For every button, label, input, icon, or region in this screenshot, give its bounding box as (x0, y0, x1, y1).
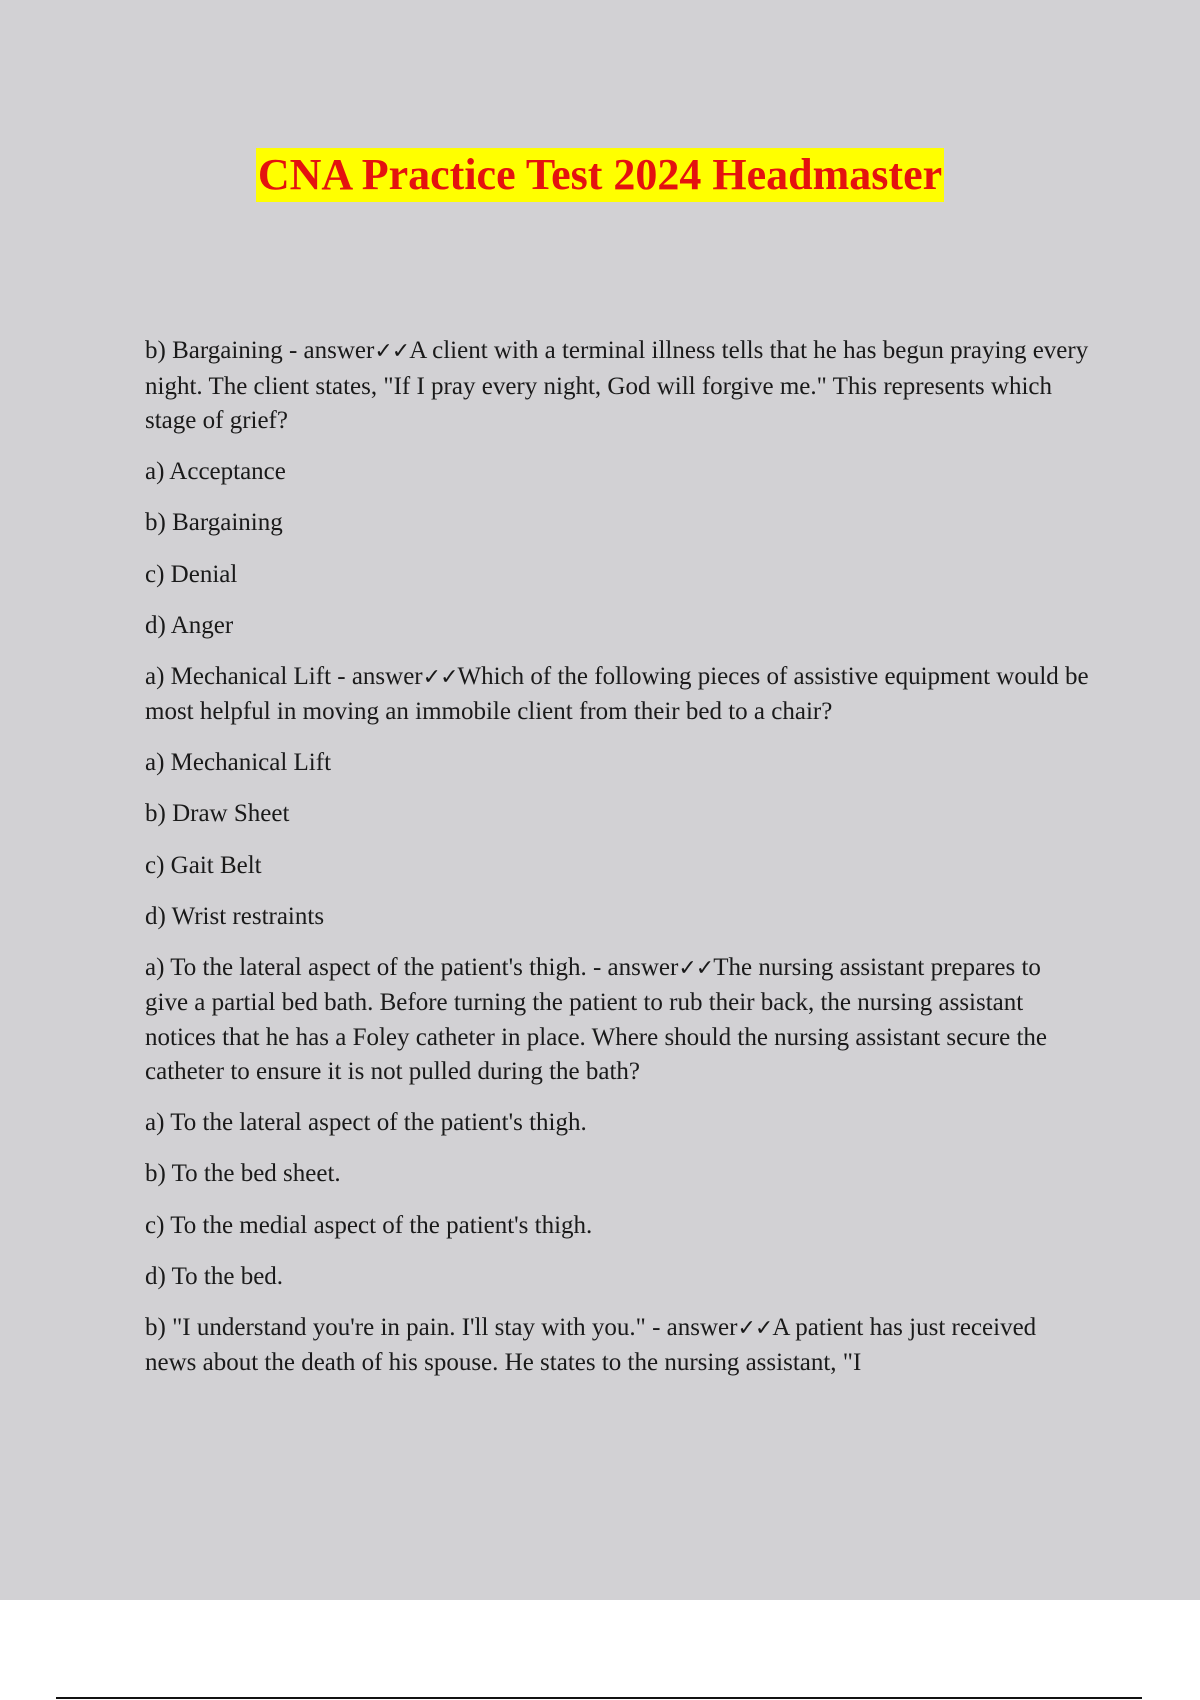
check-mark-icon: ✓✓ (422, 664, 458, 690)
answer-option: d) Anger (145, 612, 234, 639)
answer-prefix: a) To the lateral aspect of the patient's thigh. - answer (145, 953, 679, 981)
answer-option: b) Bargaining (145, 509, 283, 536)
answer-prefix: b) "I understand you're in pain. I'll stay with you." - answer (145, 1313, 738, 1341)
answer-option: d) To the bed. (145, 1263, 284, 1290)
answer-option: a) Mechanical Lift (145, 748, 332, 776)
answer-option: c) Denial (145, 560, 238, 588)
check-mark-icon: ✓✓ (737, 1315, 773, 1341)
answer-prefix: a) Mechanical Lift - answer (145, 662, 423, 690)
title-container (0, 148, 1200, 202)
answer-option: c) To the medial aspect of the patient's thigh. (145, 1211, 593, 1239)
question-text: The nursing assistant prepares to give a partial bed bath. Before turning the patient to rub their back, the nursing assistant notices that he has a Foley catheter in place. Where should the nursing assistant secure the catheter to ensure it is not pulled during the bath? (145, 953, 1048, 1085)
answer-option: b) Draw Sheet (145, 800, 290, 827)
answer-prefix: b) Bargaining - answer (145, 337, 375, 364)
page-divider (56, 1697, 1142, 1699)
question-block (145, 660, 1090, 730)
check-mark-icon: ✓✓ (678, 955, 714, 981)
question-text: A patient has just received news about the death of his spouse. He states to the nursing assistant, "I (145, 1313, 1037, 1376)
check-mark-icon: ✓✓ (374, 339, 410, 364)
answer-option: d) Wrist restraints (145, 903, 325, 930)
answer-option: a) Acceptance (145, 457, 286, 485)
question-block (145, 951, 1090, 1090)
document-title: CNA Practice Test 2024 Headmaster (256, 148, 944, 202)
question-block (145, 1311, 1090, 1381)
answer-option: c) Gait Belt (145, 851, 262, 879)
question-text: A client with a terminal illness tells that he has begun praying every night. The client states, "If I pray every night, God will forgive me." This represents which stage of grief? (145, 337, 1089, 434)
document-body (145, 334, 1090, 1397)
answer-option: b) To the bed sheet. (145, 1160, 341, 1187)
question-text: Which of the following pieces of assistive equipment would be most helpful in moving an immobile client from their bed to a chair? (145, 662, 1089, 725)
question-block (145, 334, 1090, 439)
answer-option: a) To the lateral aspect of the patient's thigh. (145, 1108, 587, 1136)
